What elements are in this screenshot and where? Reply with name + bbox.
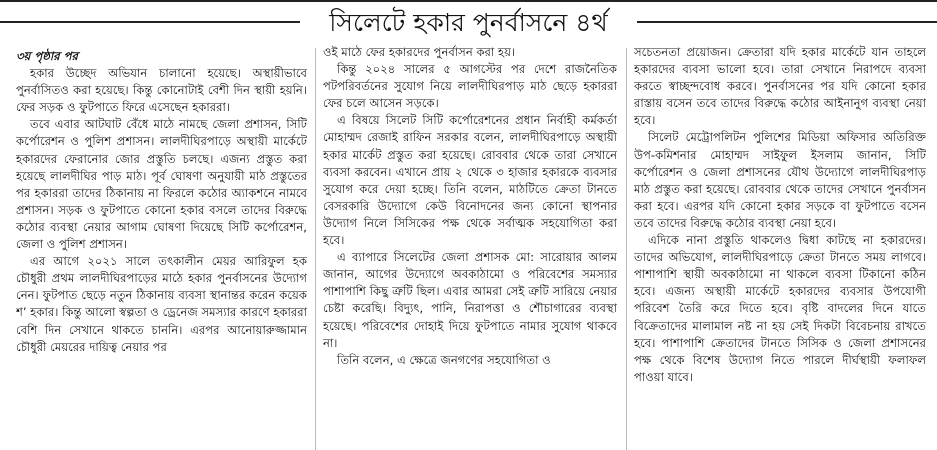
headline-rule-left <box>0 21 300 23</box>
article-column-2 <box>323 44 617 446</box>
article-column-1 <box>16 48 307 446</box>
top-rule <box>0 0 937 2</box>
continuation-kicker: ৩য় পৃষ্ঠার পর <box>16 49 78 63</box>
paragraph: সচেতনতা প্রয়োজন। ক্রেতারা যদি হকার মার্কেটে যান তাহলে হকারদের ব্যবসা ভালো হবে। তারা সেখানে নিরাপদে ব্যবসা করতে স্বাচ্ছন্দবোধ করবে। পুনর্বাসনের পর যদি কোনো হকার রাস্তায় বসেন তবে তাদের বিরুদ্ধে কঠোর আইনানুগ ব্যবস্থা নেয়া হবে। <box>634 45 926 128</box>
paragraph: হকার উচ্ছেদ অভিযান চালানো হয়েছে। অস্থায়ীভাবে পুনর্বাসিতও করা হয়েছে। কিন্তু কোনোটাই বেশী দিন স্থায়ী হয়নি। ফের সড়ক ও ফুটপাতে ফিরে এসেছেন হকাররা। <box>16 66 307 115</box>
paragraph: এর আগে ২০২১ সালে তৎকালীন মেয়র আরিফুল হক চৌধুরী প্রথম লালদীঘিরপাড়ের মাঠে হকার পুনর্বাসনের উদ্যোগ নেন। ফুটপাত ছেড়ে নতুন ঠিকানায় ব্যবসা স্থানান্তর করেন কয়েক শ’ হকার। কিন্তু আলো স্বল্পতা ও ড্রেনেজ সমস্যার কারণে হকাররা বেশি দিন সেখানে থাকতে চাননি। এরপর আনোয়ারুজ্জামান চৌধুরী মেয়রের দায়িত্ব নেয়ার পর <box>16 254 307 354</box>
article-headline: সিলেটে হকার পুনর্বাসনে ৪র্থ <box>329 8 608 37</box>
paragraph: এ ব্যাপারে সিলেটের জেলা প্রশাসক মো: সারোয়ার আলম জানান, আগের উদ্যোগে অবকাঠামো ও পরিবেশের সমস্যার পাশাপাশি কিছু ত্রুটি ছিল। এবার আমরা সেই ত্রুটি সারিয়ে নেয়ার চেষ্টা করেছি। বিদ্যুৎ, পানি, নিরাপত্তা ও শৌচাগারের ব্যবস্থা হয়েছে। পরিবেশের দোহাই দিয়ে ফুটপাতে নামার সুযোগ থাকবে না। <box>323 250 617 350</box>
paragraph: সিলেট মেট্রোপলিটন পুলিশের মিডিয়া অফিসার অতিরিক্ত উপ-কমিশনার মোহাম্মদ সাইফুল ইসলাম জানান, সিটি কর্পোরেশন ও জেলা প্রশাসনের যৌথ উদ্যোগে লালদীঘিরপাড় মাঠ প্রস্তুত করা হয়েছে। রোববার থেকে তাদের সেখানে পুনর্বাসন করা হবে। এরপর যদি কোনো হকার সড়কে বা ফুটপাতে বসেন তবে তাদের বিরুদ্ধে কঠোর ব্যবস্থা নেয়া হবে। <box>634 130 926 230</box>
paragraph: কিন্তু ২০২৪ সালের ৫ আগস্টের পর দেশে রাজনৈতিক পটপরিবর্তনের সুযোগ নিয়ে লালদীঘিরপাড় মাঠ ছেড়ে হকাররা ফের চলে আসেন সড়কে। <box>323 62 617 111</box>
paragraph: এদিকে নানা প্রস্তুতি থাকলেও দ্বিধা কাটছে না হকারদের। তাদের অভিযোগ, লালদীঘিরপাড়ে ক্রেতা টানতে সময় লাগবে। পাশাপাশি স্থায়ী অবকাঠামো না থাকলে ব্যবসা টিকানো কঠিন হবে। এজন্য অস্থায়ী মার্কেটে হকারদের ব্যবসার উপযোগী পরিবেশ তৈরি করে দিতে হবে। বৃষ্টি বাদলের দিনে যাতে বিক্রেতাদের মালামাল নষ্ট না হয় সেই দিকটা বিবেচনায় রাখতে হবে। পাশাপাশি ক্রেতাদের টানতে সিসিক ও জেলা প্রশাসনের পক্ষ থেকে বিশেষ উদ্যোগ নিতে পারলে দীর্ঘস্থায়ী ফলাফল পাওয়া যাবে। <box>634 233 926 384</box>
article-column-3 <box>634 44 926 446</box>
paragraph: ওই মাঠে ফের হকারদের পুনর্বাসন করা হয়। <box>323 45 516 59</box>
headline-rule-right <box>637 21 937 23</box>
column-divider <box>315 48 316 450</box>
paragraph: তিনি বলেন, এ ক্ষেত্রে জনগণের সহযোগিতা ও <box>337 352 551 367</box>
column-divider <box>626 48 627 450</box>
paragraph: তবে এবার আটঘাট বেঁধে মাঠে নামছে জেলা প্রশাসন, সিটি কর্পোরেশন ও পুলিশ প্রশাসন। লালদীঘিরপাড়ে অস্থায়ী মার্কেটে হকারদের ফেরানোর জোর প্রস্তুতি চলছে। এজন্য প্রস্তুত করা হয়েছে লালদীঘির পাড় মাঠ। পূর্ব ঘোষণা অনুযায়ী মাঠ প্রস্তুতের পর হকাররা তাদের ঠিকানায় না ফিরলে কঠোর অ্যাকশনে নামবে প্রশাসন। সড়ক ও ফুটপাতে কোনো হকার বসলে তাদের বিরুদ্ধে কঠোর ব্যবস্থা নেয়ার আগাম ঘোষণা দিয়েছে সিটি কর্পোরেশন, জেলা ও পুলিশ প্রশাসন। <box>16 117 307 252</box>
paragraph: এ বিষয়ে সিলেট সিটি কর্পোরেশনের প্রধান নির্বাহী কর্মকর্তা মোহাম্মদ রেজাই রাফিন সরকার বলেন, লালদীঘিরপাড়ে অস্থায়ী হকার মার্কেট প্রস্তুত করা হয়েছে। রোববার থেকে তারা সেখানে ব্যবসা করবেন। এখানে প্রায় ২ থেকে ৩ হাজার হকারকে ব্যবসার সুযোগ করে দেয়া হচ্ছে। তিনি বলেন, মাঠটিতে ক্রেতা টানতে বেসরকারি উদ্যোগে কেউ বিনোদনের জন্য কোনো স্থাপনার উদ্যোগ নিলে সিসিকের পক্ষ থেকে সর্বাত্মক সহযোগিতা করা হবে। <box>323 113 617 248</box>
